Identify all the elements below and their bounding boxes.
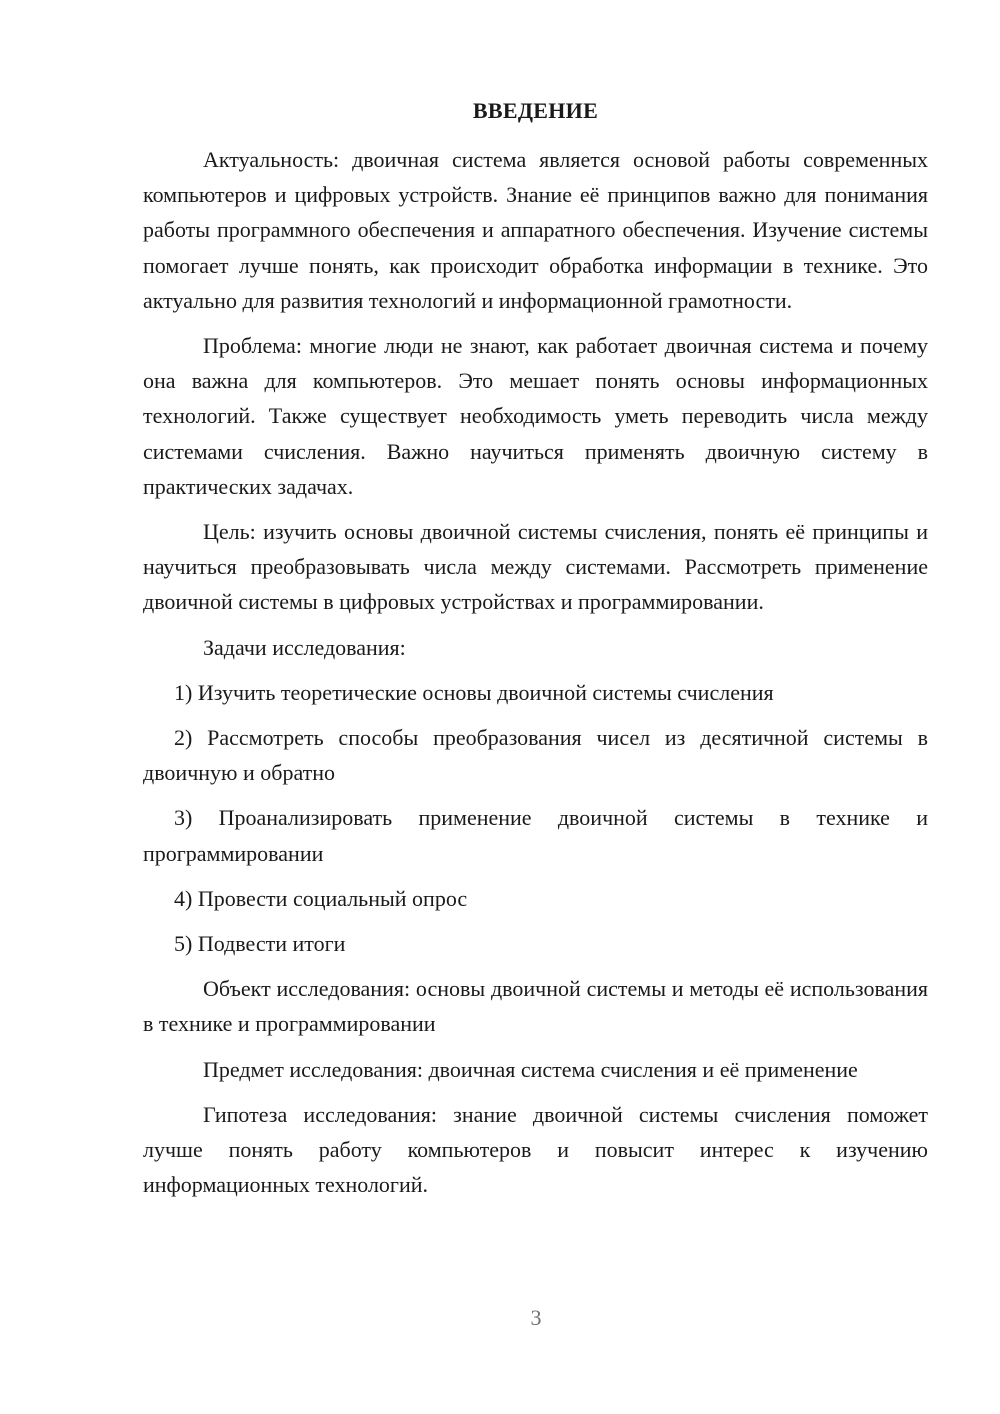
page-number: 3 bbox=[530, 1305, 542, 1330]
relevance-paragraph: Актуальность: двоичная система является основой работы современных компьютеров и цифровых устройств. Знание её принципов важно для понимания работы программного обеспечения и аппаратного обеспечения. Изучение системы помогает лучше понять, как происходит обработка информации в технике. Это актуально для развития технологий и информационной грамотности. bbox=[143, 147, 928, 313]
subject-paragraph: Предмет исследования: двоичная система счисления и её применение bbox=[203, 1056, 858, 1082]
task-item: 4) Провести социальный опрос bbox=[174, 885, 468, 911]
problem-paragraph: Проблема: многие люди не знают, как работает двоичная система и почему она важна для компьютеров. Это мешает понять основы информационных технологий. Также существует необходимость уметь переводить числа между системами счисления. Важно научиться применять двоичную систему в практических задачах. bbox=[143, 333, 928, 499]
goal-paragraph: Цель: изучить основы двоичной системы счисления, понять её принципы и научиться преобразовывать числа между системами. Рассмотреть применение двоичной системы в цифровых устройствах и программировании. bbox=[143, 519, 928, 615]
object-paragraph: Объект исследования: основы двоичной системы и методы её использования в технике и программировании bbox=[143, 976, 928, 1037]
document-page bbox=[143, 94, 928, 1212]
hypothesis-paragraph: Гипотеза исследования: знание двоичной системы счисления поможет лучше понять работу компьютеров и повысит интерес к изучению информационных технологий. bbox=[143, 1101, 928, 1198]
tasks-list bbox=[143, 675, 928, 961]
task-item: 5) Подвести итоги bbox=[174, 931, 346, 957]
tasks-heading: Задачи исследования: bbox=[203, 634, 406, 660]
task-item: 3) Проанализировать применение двоичной системы в технике и программировании bbox=[143, 805, 928, 866]
section-title: ВВЕДЕНИЕ bbox=[472, 98, 599, 123]
task-item: 2) Рассмотреть способы преобразования чисел из десятичной системы в двоичную и обратно bbox=[143, 725, 928, 786]
task-item: 1) Изучить теоретические основы двоичной системы счисления bbox=[174, 679, 774, 705]
